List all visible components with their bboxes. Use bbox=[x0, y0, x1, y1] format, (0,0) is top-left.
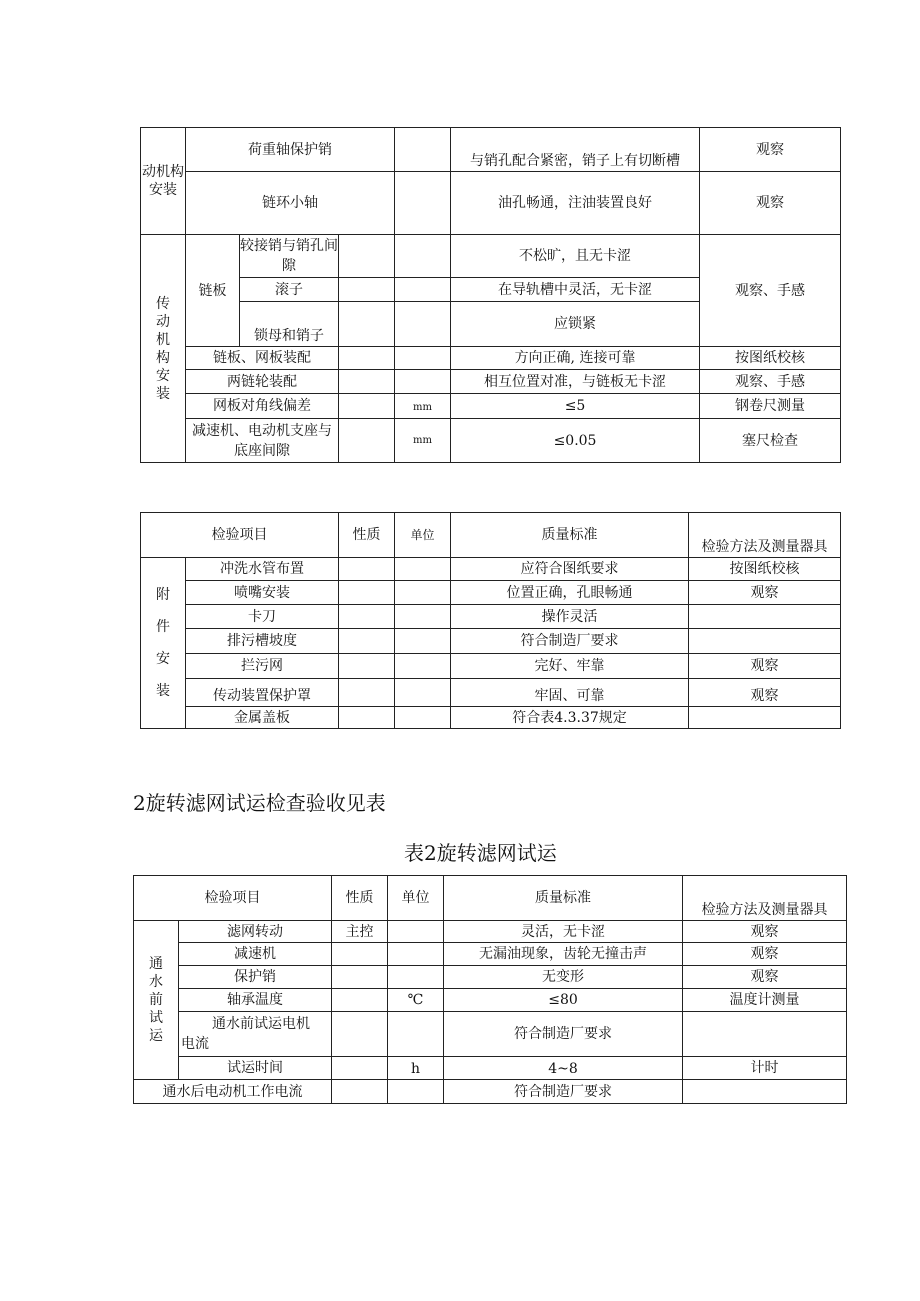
unit-cell bbox=[388, 1080, 444, 1104]
nature-cell bbox=[332, 989, 388, 1012]
nature-cell bbox=[332, 1012, 388, 1057]
method-cell: 观察 bbox=[683, 921, 847, 943]
standard-cell: 应符合图纸要求 bbox=[451, 558, 689, 581]
nature-cell bbox=[339, 558, 395, 581]
unit-cell bbox=[395, 558, 451, 581]
nature-cell bbox=[339, 347, 395, 370]
unit-cell bbox=[388, 943, 444, 966]
nature-cell bbox=[332, 1080, 388, 1104]
unit-cell: mm bbox=[395, 419, 451, 463]
standard-cell: 与销孔配合紧密，销子上有切断槽 bbox=[451, 128, 700, 172]
unit-cell: ℃ bbox=[388, 989, 444, 1012]
item-cell: 轴承温度 bbox=[179, 989, 332, 1012]
drive-mechanism-table bbox=[140, 127, 841, 463]
standard-cell: ≤0.05 bbox=[451, 419, 700, 463]
item-cell: 传动装置保护罩 bbox=[186, 679, 339, 707]
nature-cell bbox=[339, 394, 395, 419]
unit-cell bbox=[388, 921, 444, 943]
method-cell: 按图纸校核 bbox=[689, 558, 841, 581]
item-cell: 冲洗水管布置 bbox=[186, 558, 339, 581]
standard-cell: 灵活，无卡涩 bbox=[444, 921, 683, 943]
method-cell bbox=[683, 1012, 847, 1057]
header-nature: 性质 bbox=[332, 876, 388, 921]
nature-cell bbox=[332, 966, 388, 989]
standard-cell: 方向正确, 连接可靠 bbox=[451, 347, 700, 370]
nature-cell bbox=[395, 128, 451, 172]
method-cell bbox=[689, 605, 841, 629]
item-cell: 排污槽坡度 bbox=[186, 629, 339, 654]
item-cell: 拦污网 bbox=[186, 654, 339, 679]
nature-cell bbox=[339, 302, 395, 347]
method-cell bbox=[689, 707, 841, 729]
header-item: 检验项目 bbox=[141, 513, 339, 558]
item-line: 电流 bbox=[181, 1036, 209, 1052]
chain-plate-label: 链板 bbox=[186, 235, 240, 347]
unit-cell: mm bbox=[395, 394, 451, 419]
item-cell: 滤网转动 bbox=[179, 921, 332, 943]
item-cell: 试运时间 bbox=[179, 1057, 332, 1080]
nature-cell bbox=[332, 943, 388, 966]
standard-cell: 无变形 bbox=[444, 966, 683, 989]
method-cell: 观察 bbox=[689, 679, 841, 707]
standard-cell: 4~8 bbox=[444, 1057, 683, 1080]
item-cell: 喷嘴安装 bbox=[186, 581, 339, 605]
unit-cell bbox=[395, 347, 451, 370]
standard-cell: 完好、牢靠 bbox=[451, 654, 689, 679]
section-label: 通水前试运 bbox=[134, 921, 179, 1080]
item-cell bbox=[179, 1012, 332, 1057]
standard-cell: 操作灵活 bbox=[451, 605, 689, 629]
item-cell: 减速机 bbox=[179, 943, 332, 966]
standard-cell: 应锁紧 bbox=[451, 302, 700, 347]
nature-cell: 主控 bbox=[332, 921, 388, 943]
method-cell: 观察 bbox=[683, 943, 847, 966]
item-cell: 网板对角线偏差 bbox=[186, 394, 339, 419]
standard-cell: 在导轨槽中灵活，无卡涩 bbox=[451, 278, 700, 302]
method-cell: 计时 bbox=[683, 1057, 847, 1080]
header-method: 检验方法及测量器具 bbox=[689, 513, 841, 558]
method-cell: 观察、手感 bbox=[700, 235, 841, 347]
nature-cell bbox=[339, 235, 395, 278]
unit-cell bbox=[395, 302, 451, 347]
method-cell: 温度计测量 bbox=[683, 989, 847, 1012]
item-cell: 金属盖板 bbox=[186, 707, 339, 729]
method-cell: 按图纸校核 bbox=[700, 347, 841, 370]
header-item: 检验项目 bbox=[134, 876, 332, 921]
header-nature: 性质 bbox=[339, 513, 395, 558]
nature-cell bbox=[339, 629, 395, 654]
unit-cell bbox=[388, 1012, 444, 1057]
standard-cell: ≤80 bbox=[444, 989, 683, 1012]
header-method: 检验方法及测量器具 bbox=[683, 876, 847, 921]
table-caption: 表2旋转滤网试运 bbox=[404, 841, 557, 865]
item-cell: 保护销 bbox=[179, 966, 332, 989]
standard-cell: 不松旷，且无卡涩 bbox=[451, 235, 700, 278]
section-label: 传动机构安装 bbox=[141, 235, 186, 463]
standard-cell: 符合制造厂要求 bbox=[451, 629, 689, 654]
unit-cell: h bbox=[388, 1057, 444, 1080]
item-line: 通水前试运电机 bbox=[212, 1016, 310, 1032]
nature-cell bbox=[332, 1057, 388, 1080]
unit-cell bbox=[395, 629, 451, 654]
method-cell: 塞尺检查 bbox=[700, 419, 841, 463]
method-cell bbox=[689, 629, 841, 654]
accessories-table bbox=[140, 512, 841, 729]
section-label: 附件安装 bbox=[141, 558, 186, 729]
unit-cell bbox=[395, 235, 451, 278]
nature-cell bbox=[339, 654, 395, 679]
method-cell: 观察 bbox=[700, 172, 841, 235]
nature-cell bbox=[339, 605, 395, 629]
unit-cell bbox=[395, 707, 451, 729]
nature-cell bbox=[339, 707, 395, 729]
header-unit: 单位 bbox=[388, 876, 444, 921]
nature-cell bbox=[395, 172, 451, 235]
nature-cell bbox=[339, 278, 395, 302]
nature-cell bbox=[339, 370, 395, 394]
standard-cell: 符合制造厂要求 bbox=[444, 1012, 683, 1057]
nature-cell bbox=[339, 581, 395, 605]
unit-cell bbox=[395, 654, 451, 679]
section-heading: 2旋转滤网试运检查验收见表 bbox=[133, 791, 386, 815]
standard-cell: 油孔畅通，注油装置良好 bbox=[451, 172, 700, 235]
unit-cell bbox=[395, 605, 451, 629]
header-standard: 质量标准 bbox=[444, 876, 683, 921]
method-cell bbox=[683, 1080, 847, 1104]
standard-cell: 位置正确，孔眼畅通 bbox=[451, 581, 689, 605]
method-cell: 观察 bbox=[689, 581, 841, 605]
unit-cell bbox=[395, 370, 451, 394]
method-cell: 观察、手感 bbox=[700, 370, 841, 394]
unit-cell bbox=[395, 278, 451, 302]
item-cell: 通水后电动机工作电流 bbox=[134, 1080, 332, 1104]
standard-cell: 牢固、可靠 bbox=[451, 679, 689, 707]
item-cell: 卡刀 bbox=[186, 605, 339, 629]
unit-cell bbox=[395, 581, 451, 605]
header-standard: 质量标准 bbox=[451, 513, 689, 558]
item-cell: 滚子 bbox=[240, 278, 339, 302]
item-cell: 链板、网板装配 bbox=[186, 347, 339, 370]
trial-run-table bbox=[133, 875, 847, 1104]
standard-cell: ≤5 bbox=[451, 394, 700, 419]
item-cell: 减速机、电动机支座与底座间隙 bbox=[186, 419, 339, 463]
item-cell: 较接销与销孔间隙 bbox=[240, 235, 339, 278]
nature-cell bbox=[339, 419, 395, 463]
method-cell: 观察 bbox=[700, 128, 841, 172]
method-cell: 观察 bbox=[689, 654, 841, 679]
section-label: 动机构安装 bbox=[141, 128, 186, 235]
unit-cell bbox=[388, 966, 444, 989]
item-cell: 链环小轴 bbox=[186, 172, 395, 235]
method-cell: 钢卷尺测量 bbox=[700, 394, 841, 419]
standard-cell: 符合制造厂要求 bbox=[444, 1080, 683, 1104]
item-cell: 锁母和销子 bbox=[240, 302, 339, 347]
item-cell: 荷重轴保护销 bbox=[186, 128, 395, 172]
unit-cell bbox=[395, 679, 451, 707]
item-cell: 两链轮装配 bbox=[186, 370, 339, 394]
header-unit: 单位 bbox=[395, 513, 451, 558]
standard-cell: 相互位置对准，与链板无卡涩 bbox=[451, 370, 700, 394]
standard-cell: 无漏油现象，齿轮无撞击声 bbox=[444, 943, 683, 966]
method-cell: 观察 bbox=[683, 966, 847, 989]
standard-cell: 符合表4.3.37规定 bbox=[451, 707, 689, 729]
nature-cell bbox=[339, 679, 395, 707]
